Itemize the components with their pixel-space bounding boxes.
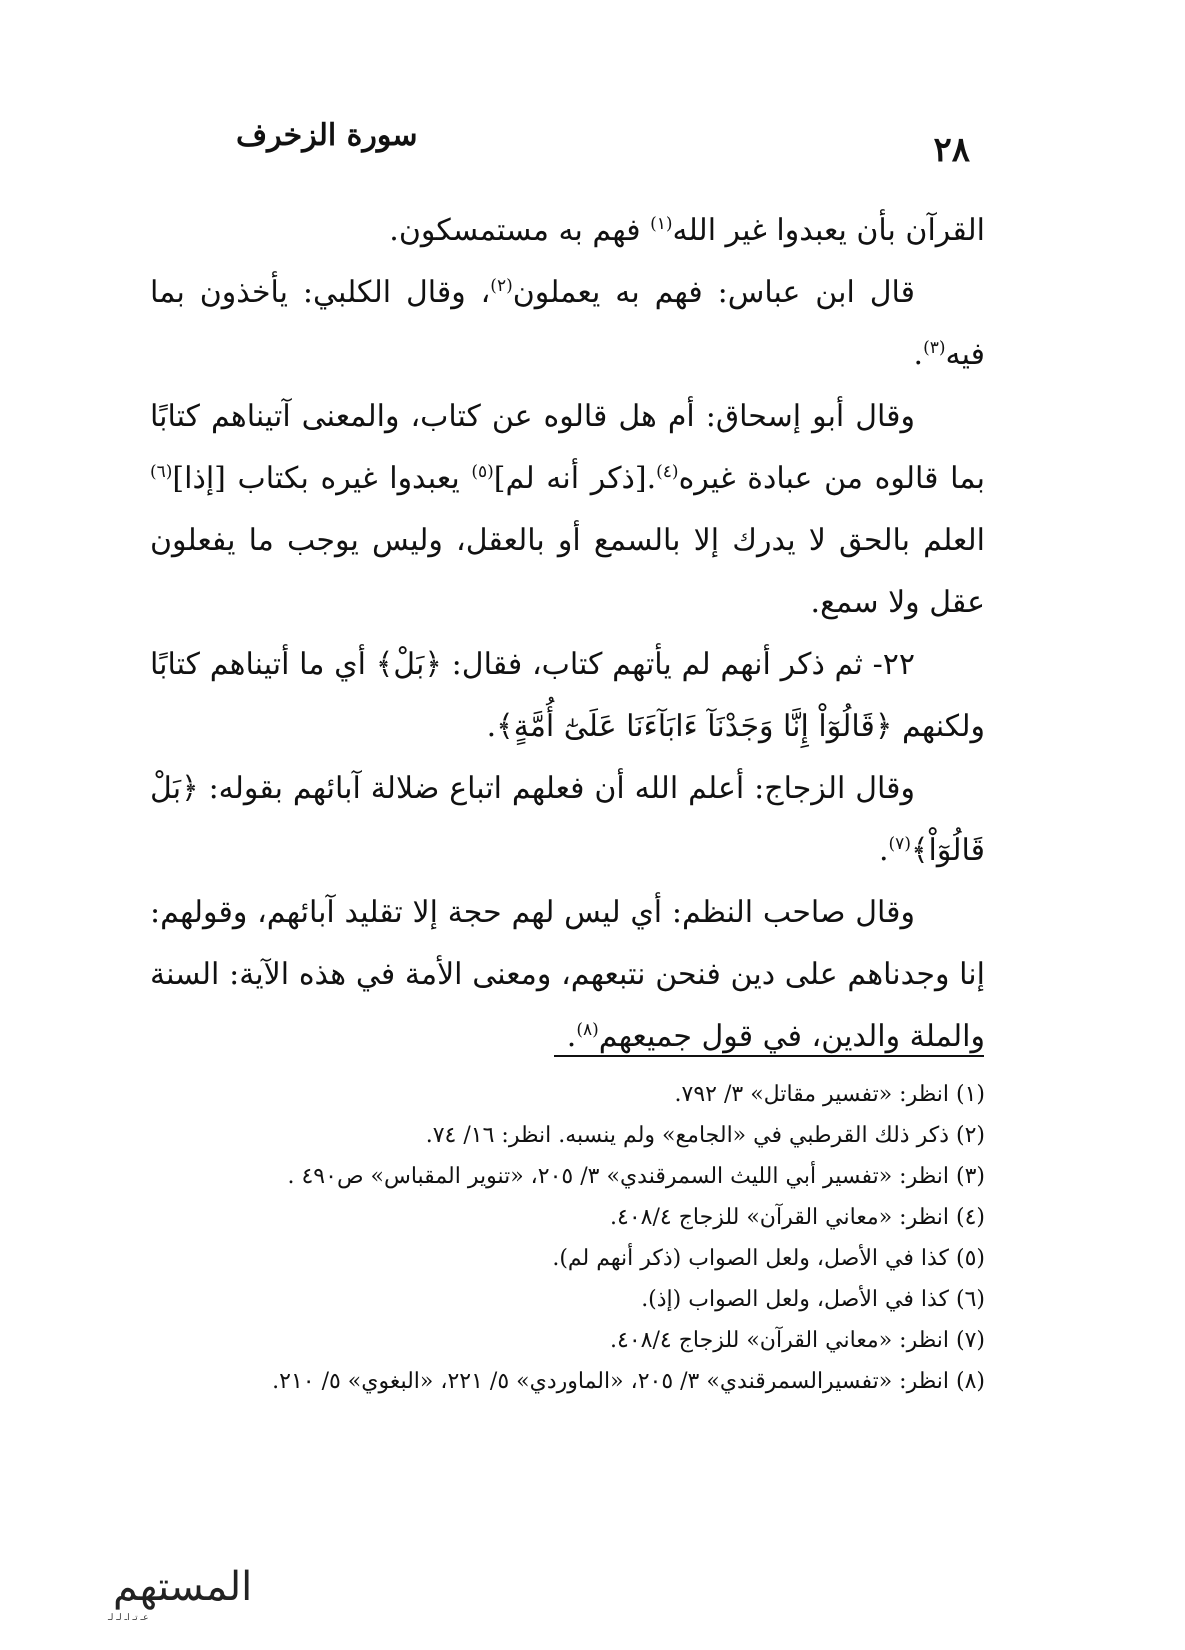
footnote: (٨) انظر: «تفسيرالسمرقندي» ٣/ ٢٠٥، «الماوردي» ٥/ ٢٢١، «البغوي» ٥/ ٢١٠. [272, 1369, 985, 1394]
footnote-marker: (٥) [471, 462, 494, 482]
text-run: وقال أبو إسحاق: أم هل قالوه عن كتاب، والمعنى آتيناهم كتابًا بما قالوه من عبادة غيره [150, 399, 986, 496]
footnote-marker: (٧) [888, 834, 911, 854]
page-header [200, 108, 970, 168]
logo-text: المستهم [113, 1564, 253, 1610]
text-run: يعبدوا غيره بكتاب [إذا] [172, 461, 472, 496]
footnote-marker: (٨) [576, 1020, 599, 1040]
surah-title: سورة الزخرف [236, 118, 418, 153]
text-run: ٢٢- ثم ذكر أنهم لم يأتهم كتاب، فقال: ﴿بَلْ﴾ أي ما أتيناهم كتابًا ولكنهم ﴿قَالُوٓاْ إِنَّا وَجَدْنَآ ءَابَآءَنَا عَلَىٰٓ أُمَّةٍ﴾. [150, 647, 985, 744]
footnote-marker: (٦) [150, 462, 173, 482]
footnote-divider [554, 1055, 984, 1057]
logo-subtext: عـ تـ اـ لـ لـ [108, 1613, 149, 1623]
text-run: فهم به مستمسكون. [389, 213, 651, 248]
text-run: العلم بالحق لا يدرك إلا بالسمع أو بالعقل، وليس يوجب ما يفعلون عقل ولا سمع. [150, 523, 985, 620]
footnote-marker: (١) [650, 214, 673, 234]
text-run: القرآن بأن يعبدوا غير الله [672, 213, 985, 248]
paragraph [150, 262, 985, 386]
footnote: (٣) انظر: «تفسير أبي الليث السمرقندي» ٣/ ٢٠٥، «تنوير المقباس» ص٤٩٠ . [287, 1164, 985, 1189]
footnote: (٧) انظر: «معاني القرآن» للزجاج ٤٠٨/٤. [610, 1328, 985, 1353]
main-text [150, 200, 985, 1068]
text-run: وقال الزجاج: أعلم الله أن فعلهم اتباع ضلالة آبائهم بقوله: ﴿بَلْ قَالُوٓاْ﴾ [150, 771, 985, 868]
footnote-marker: (٣) [923, 338, 946, 358]
paragraph [150, 200, 985, 262]
footnote: (٦) كذا في الأصل، ولعل الصواب (إذ). [641, 1287, 985, 1312]
paragraph [150, 882, 985, 1068]
text-run: وقال صاحب النظم: أي ليس لهم حجة إلا تقليد آبائهم، وقولهم: إنا وجدناهم على دين فنحن نتبعهم، ومعنى الأمة في هذه الآية: السنة والملة والدين، في قول جميعهم [150, 895, 985, 1054]
footnote: (٥) كذا في الأصل، ولعل الصواب (ذكر أنهم لم). [552, 1246, 985, 1271]
paragraph [150, 386, 985, 634]
footnote: (٤) انظر: «معاني القرآن» للزجاج ٤٠٨/٤. [610, 1205, 985, 1230]
footnote: (٢) ذكر ذلك القرطبي في «الجامع» ولم ينسبه. انظر: ١٦/ ٧٤. [425, 1123, 985, 1148]
page-number: ٢٨ [933, 130, 970, 170]
publisher-logo [8, 1552, 253, 1632]
footnotes [140, 1074, 985, 1402]
text-run: . [913, 337, 924, 372]
text-run: . [566, 1019, 577, 1054]
text-run: . [878, 833, 889, 868]
footnote-marker: (٤) [656, 462, 679, 482]
text-run: قال ابن عباس: فهم به يعملون [512, 275, 915, 310]
paragraph [150, 758, 985, 882]
text-run: ، وقال الكلبي: يأخذون بما فيه [150, 275, 985, 372]
footnote-marker: (٢) [490, 276, 513, 296]
text-run: .[ذكر أنه لم] [493, 461, 657, 496]
footnote: (١) انظر: «تفسير مقاتل» ٣/ ٧٩٢. [674, 1082, 985, 1107]
paragraph [150, 634, 985, 758]
